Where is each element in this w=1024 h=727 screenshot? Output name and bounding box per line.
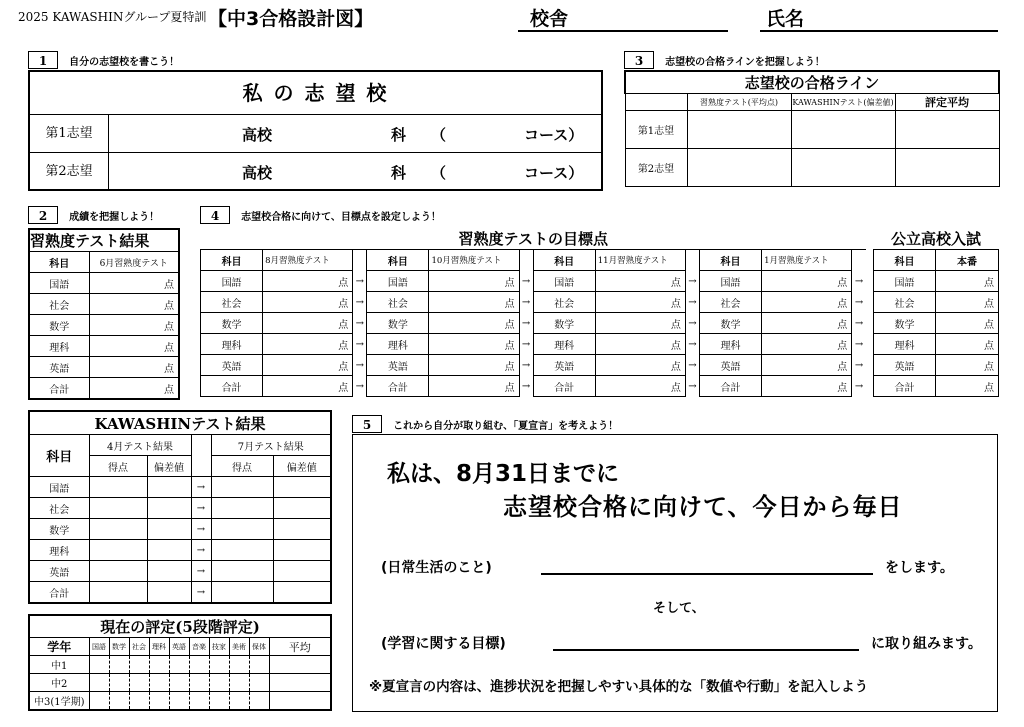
hyotei-cell[interactable]: [109, 656, 129, 674]
col-test: 8月習熟度テスト: [263, 250, 353, 271]
score-cell[interactable]: [89, 519, 147, 540]
table-row: [29, 273, 179, 294]
subject-cell: 国語: [29, 273, 89, 294]
dev-cell[interactable]: [273, 477, 331, 498]
hyotei-subject-header: 美術: [229, 638, 249, 656]
subject-cell: 合計: [874, 376, 936, 397]
score-cell[interactable]: [211, 477, 273, 498]
arrow-icon: →: [191, 540, 211, 561]
hyotei-cell[interactable]: [109, 674, 129, 692]
school-field[interactable]: [518, 4, 728, 32]
pass-line-title: 志望校の合格ライン: [625, 71, 999, 94]
section4-heading-text: 志望校合格に向けて、目標点を設定しよう！: [241, 212, 441, 223]
subject-cell: 社会: [874, 292, 936, 313]
hyotei-subject-header: 保体: [249, 638, 269, 656]
avg-cell[interactable]: [269, 656, 331, 674]
score-header: 得点: [89, 456, 147, 477]
score-cell[interactable]: [211, 540, 273, 561]
arrow-icon: →: [355, 380, 364, 392]
avg-cell[interactable]: [269, 674, 331, 692]
section2-number: 2: [28, 206, 58, 224]
subject-cell: 国語: [533, 271, 595, 292]
hyotei-cell[interactable]: [249, 674, 269, 692]
col-grade: 学年: [29, 638, 89, 656]
target-score-cell[interactable]: 点: [429, 271, 519, 292]
hyotei-title: 現在の評定(5段階評定): [29, 615, 331, 638]
subject-cell: 英語: [29, 561, 89, 582]
arrow-icon: →: [355, 338, 364, 350]
course-text: コース）: [524, 126, 584, 144]
dev-cell[interactable]: [147, 561, 191, 582]
table-row: [201, 376, 867, 397]
hyotei-cell[interactable]: [149, 692, 169, 711]
table-row: [29, 498, 331, 519]
hyotei-table: [28, 614, 332, 711]
table-row: [29, 561, 331, 582]
section3-heading-text: 志望校の合格ラインを把握しよう！: [665, 57, 825, 68]
dev-cell[interactable]: [273, 582, 331, 604]
subject-cell: 数学: [874, 313, 936, 334]
hyotei-cell[interactable]: [149, 656, 169, 674]
subject-cell: 英語: [201, 355, 263, 376]
hyotei-cell[interactable]: [169, 692, 189, 711]
score-cell[interactable]: [89, 561, 147, 582]
kawashin-title: KAWASHINテスト結果: [29, 411, 331, 435]
row-label: 第1志望: [625, 111, 687, 149]
section4-number: 4: [200, 206, 230, 224]
ka-text: 科: [391, 126, 407, 144]
target-score-cell[interactable]: 点: [429, 355, 519, 376]
section1-heading: [28, 50, 179, 69]
proficiency-result-title: 習熟度テスト結果: [29, 229, 179, 252]
subject-cell: 理科: [201, 334, 263, 355]
row-label: 第2志望: [30, 153, 109, 190]
exam-score-cell[interactable]: 点: [936, 334, 999, 355]
row-label: 第2志望: [625, 149, 687, 187]
target-score-cell[interactable]: 点: [762, 292, 852, 313]
declaration-box: [352, 434, 998, 712]
arrow-icon: →: [688, 359, 697, 371]
subject-cell: 数学: [29, 519, 89, 540]
pass-line-table: [624, 70, 1000, 187]
arrow-icon: →: [191, 519, 211, 540]
exam-score-cell[interactable]: 点: [936, 313, 999, 334]
subject-cell: 英語: [29, 357, 89, 378]
table-row: [29, 692, 331, 711]
score-cell[interactable]: 点: [89, 273, 179, 294]
daily-suffix: をします。: [885, 560, 954, 576]
arrow-icon: →: [854, 317, 864, 329]
subject-cell: 社会: [699, 292, 761, 313]
test1-header: 4月テスト結果: [89, 435, 191, 456]
arrow-icon: →: [688, 338, 697, 350]
pass-cell[interactable]: [791, 111, 895, 149]
hyotei-cell[interactable]: [169, 656, 189, 674]
course-text: コース）: [524, 164, 584, 182]
dev-cell[interactable]: [273, 561, 331, 582]
hyotei-cell[interactable]: [129, 692, 149, 711]
table-row: [29, 378, 179, 400]
subject-cell: 合計: [699, 376, 761, 397]
hyotei-cell[interactable]: [229, 674, 249, 692]
pass-cell[interactable]: [895, 111, 999, 149]
subject-cell: 社会: [29, 498, 89, 519]
hyotei-cell[interactable]: [89, 692, 109, 711]
hyotei-cell[interactable]: [89, 674, 109, 692]
target-score-cell[interactable]: 点: [595, 271, 685, 292]
table-row: [874, 271, 999, 292]
arrow-icon: →: [521, 296, 531, 308]
kawashin-test-table: [28, 410, 332, 604]
score-cell[interactable]: 点: [89, 378, 179, 400]
declaration-line2: 志望校合格に向けて、今日から毎日: [503, 493, 903, 521]
section5-number: 5: [352, 415, 382, 433]
arrow-icon: →: [521, 359, 531, 371]
subject-cell: 数学: [29, 315, 89, 336]
target-score-cell[interactable]: 点: [595, 376, 685, 397]
hyotei-cell[interactable]: [249, 692, 269, 711]
target-score-cell[interactable]: 点: [762, 313, 852, 334]
subject-cell: 英語: [367, 355, 429, 376]
table-row: [29, 315, 179, 336]
subject-cell: 社会: [367, 292, 429, 313]
score-cell[interactable]: 点: [89, 357, 179, 378]
dev-cell[interactable]: [147, 540, 191, 561]
subject-cell: 国語: [201, 271, 263, 292]
dev-cell[interactable]: [147, 477, 191, 498]
pass-line-col-header: 評定平均: [895, 94, 999, 111]
ka-text: 科: [391, 164, 407, 182]
hyotei-cell[interactable]: [129, 674, 149, 692]
target-score-cell[interactable]: 点: [762, 334, 852, 355]
table-row: [29, 336, 179, 357]
hyotei-subject-header: 理科: [149, 638, 169, 656]
table-row: [201, 292, 867, 313]
subject-cell: 合計: [29, 582, 89, 604]
desired-school-row: [30, 115, 601, 153]
proficiency-result-table: [28, 228, 180, 400]
table-row: [874, 376, 999, 397]
study-label: (学習に関する目標): [381, 636, 506, 652]
subject-cell: 社会: [533, 292, 595, 313]
subject-cell: 数学: [699, 313, 761, 334]
paren-open: （: [431, 164, 447, 182]
paren-open: （: [431, 126, 447, 144]
dev-cell[interactable]: [273, 498, 331, 519]
section3-number: 3: [624, 51, 654, 69]
dev-header: 偏差値: [147, 456, 191, 477]
subject-cell: 合計: [29, 378, 89, 400]
target-score-cell[interactable]: 点: [762, 271, 852, 292]
score-cell[interactable]: [211, 498, 273, 519]
arrow-icon: →: [688, 380, 697, 392]
arrow-icon: →: [355, 359, 364, 371]
desired-school-table: [28, 70, 603, 191]
declaration-line1: 私は、8月31日までに: [387, 461, 620, 487]
dev-cell[interactable]: [273, 519, 331, 540]
subject-cell: 合計: [533, 376, 595, 397]
score-cell[interactable]: [89, 540, 147, 561]
arrow-icon: →: [854, 380, 864, 392]
hyotei-subject-header: 数学: [109, 638, 129, 656]
arrow-icon: →: [854, 275, 864, 287]
score-cell[interactable]: [211, 561, 273, 582]
target-score-cell[interactable]: 点: [263, 355, 353, 376]
col-subject: 科目: [367, 250, 429, 271]
dev-header: 偏差値: [273, 456, 331, 477]
score-cell[interactable]: [211, 519, 273, 540]
subject-cell: 数学: [533, 313, 595, 334]
subject-cell: 理科: [533, 334, 595, 355]
daily-label: (日常生活のこと): [381, 560, 492, 576]
hyotei-subject-header: 国語: [89, 638, 109, 656]
target-score-cell[interactable]: 点: [429, 292, 519, 313]
arrow-icon: →: [355, 296, 364, 308]
public-exam-table: [873, 228, 999, 397]
page-title: 【中3合格設計図】: [208, 8, 374, 30]
target-score-cell[interactable]: 点: [429, 313, 519, 334]
subject-cell: 理科: [367, 334, 429, 355]
arrow-icon: →: [355, 317, 364, 329]
target-score-cell[interactable]: 点: [595, 355, 685, 376]
arrow-icon: →: [191, 477, 211, 498]
subject-cell: 理科: [29, 336, 89, 357]
exam-score-cell[interactable]: 点: [936, 355, 999, 376]
table-row: [29, 357, 179, 378]
study-input-line[interactable]: [553, 649, 859, 651]
table-row: [201, 355, 867, 376]
score-header: 得点: [211, 456, 273, 477]
arrow-icon: →: [191, 498, 211, 519]
arrow-icon: →: [191, 561, 211, 582]
public-exam-title: 公立高校入試: [874, 228, 999, 250]
koukou-text: 高校: [242, 164, 273, 182]
section2-heading: [28, 205, 159, 224]
subject-cell: 英語: [874, 355, 936, 376]
target-score-cell[interactable]: 点: [762, 376, 852, 397]
col-subject: 科目: [29, 435, 89, 477]
table-row: [201, 271, 867, 292]
dev-cell[interactable]: [147, 519, 191, 540]
table-row: [874, 313, 999, 334]
score-cell[interactable]: [89, 477, 147, 498]
hyotei-subject-header: 社会: [129, 638, 149, 656]
subject-cell: 国語: [699, 271, 761, 292]
target-score-table: [200, 228, 866, 397]
subject-cell: 国語: [29, 477, 89, 498]
arrow-icon: →: [521, 338, 531, 350]
desired-school-row: [30, 153, 601, 190]
subject-cell: 理科: [29, 540, 89, 561]
arrow-icon: →: [521, 380, 531, 392]
table-row: [29, 540, 331, 561]
avg-cell[interactable]: [269, 692, 331, 711]
school-label: 校舎: [530, 8, 569, 30]
score-cell[interactable]: 点: [89, 315, 179, 336]
dev-cell[interactable]: [147, 498, 191, 519]
col-test: 11月習熟度テスト: [595, 250, 685, 271]
grade-cell: 中1: [29, 656, 89, 674]
score-cell[interactable]: [211, 582, 273, 604]
section5-heading: [352, 414, 618, 433]
program-title: 2025 KAWASHINグループ夏特訓: [18, 10, 207, 24]
hyotei-cell[interactable]: [109, 692, 129, 711]
target-score-cell[interactable]: 点: [595, 334, 685, 355]
hyotei-cell[interactable]: [209, 674, 229, 692]
subject-cell: 社会: [201, 292, 263, 313]
hyotei-cell[interactable]: [169, 674, 189, 692]
table-row: [201, 313, 867, 334]
dev-cell[interactable]: [147, 582, 191, 604]
subject-cell: 合計: [201, 376, 263, 397]
exam-score-cell[interactable]: 点: [936, 292, 999, 313]
hyotei-cell[interactable]: [229, 692, 249, 711]
arrow-icon: →: [688, 296, 697, 308]
dev-cell[interactable]: [273, 540, 331, 561]
hyotei-subject-header: 技家: [209, 638, 229, 656]
score-cell[interactable]: 点: [89, 336, 179, 357]
col-subject: 科目: [533, 250, 595, 271]
subject-cell: 数学: [201, 313, 263, 334]
pass-line-col-header: KAWASHINテスト(偏差値): [791, 94, 895, 111]
section1-number: 1: [28, 51, 58, 69]
table-row: [29, 477, 331, 498]
target-score-cell[interactable]: 点: [429, 334, 519, 355]
pass-cell[interactable]: [791, 149, 895, 187]
target-score-title: 習熟度テストの目標点: [201, 228, 867, 250]
hyotei-cell[interactable]: [149, 674, 169, 692]
target-score-cell[interactable]: 点: [263, 271, 353, 292]
subject-cell: 合計: [367, 376, 429, 397]
target-score-cell[interactable]: 点: [263, 376, 353, 397]
test2-header: 7月テスト結果: [211, 435, 331, 456]
subject-cell: 英語: [533, 355, 595, 376]
arrow-icon: →: [854, 296, 864, 308]
study-suffix: に取り組みます。: [871, 636, 982, 652]
hyotei-cell[interactable]: [89, 656, 109, 674]
row-label: 第1志望: [30, 115, 109, 152]
hyotei-subject-header: 音楽: [189, 638, 209, 656]
hyotei-cell[interactable]: [189, 674, 209, 692]
score-cell[interactable]: [89, 498, 147, 519]
table-row: [874, 355, 999, 376]
subject-cell: 国語: [874, 271, 936, 292]
subject-cell: 社会: [29, 294, 89, 315]
hyotei-cell[interactable]: [129, 656, 149, 674]
section3-heading: [624, 50, 825, 69]
soshite-text: そして、: [653, 601, 705, 616]
hyotei-cell[interactable]: [229, 656, 249, 674]
koukou-text: 高校: [242, 126, 273, 144]
pass-cell[interactable]: [687, 149, 791, 187]
section1-heading-text: 自分の志望校を書こう！: [69, 57, 180, 68]
section4-heading: [200, 205, 441, 224]
table-row: [874, 334, 999, 355]
grade-cell: 中2: [29, 674, 89, 692]
score-cell[interactable]: [89, 582, 147, 604]
subject-cell: 理科: [699, 334, 761, 355]
name-label: 氏名: [766, 8, 805, 30]
arrow-icon: →: [854, 359, 864, 371]
arrow-icon: →: [521, 317, 531, 329]
pass-line-col-header: 習熟度テスト(平均点): [687, 94, 791, 111]
target-score-cell[interactable]: 点: [595, 292, 685, 313]
hyotei-cell[interactable]: [209, 692, 229, 711]
subject-cell: 理科: [874, 334, 936, 355]
table-row: [29, 519, 331, 540]
col-subject: 科目: [29, 252, 89, 273]
blank-cell: [625, 94, 687, 111]
arrow-icon: →: [355, 275, 364, 287]
grade-cell: 中3(1学期): [29, 692, 89, 711]
col-subject: 科目: [699, 250, 761, 271]
hyotei-cell[interactable]: [189, 692, 209, 711]
target-score-cell[interactable]: 点: [762, 355, 852, 376]
hyotei-cell[interactable]: [209, 656, 229, 674]
col-honban: 本番: [936, 250, 999, 271]
arrow-icon: →: [521, 275, 531, 287]
table-row: [29, 674, 331, 692]
arrow-icon: →: [854, 338, 864, 350]
col-subject: 科目: [201, 250, 263, 271]
arrow-icon: →: [688, 317, 697, 329]
daily-input-line[interactable]: [541, 573, 873, 575]
subject-cell: 英語: [699, 355, 761, 376]
pass-cell[interactable]: [895, 149, 999, 187]
desired-school-title: 私 の 志 望 校: [30, 72, 601, 115]
exam-score-cell[interactable]: 点: [936, 376, 999, 397]
pass-cell[interactable]: [687, 111, 791, 149]
col-test: 6月習熟度テスト: [89, 252, 179, 273]
target-score-cell[interactable]: 点: [429, 376, 519, 397]
target-score-cell[interactable]: 点: [263, 292, 353, 313]
subject-cell: 数学: [367, 313, 429, 334]
col-test: 1月習熟度テスト: [762, 250, 852, 271]
table-row: [29, 582, 331, 604]
hyotei-subject-header: 英語: [169, 638, 189, 656]
section5-heading-text: これから自分が取り組む、「夏宣言」を考えよう！: [393, 421, 619, 432]
school-entry-field[interactable]: [109, 115, 601, 152]
score-cell[interactable]: 点: [89, 294, 179, 315]
table-row: [29, 656, 331, 674]
col-avg: 平均: [269, 638, 331, 656]
hyotei-cell[interactable]: [189, 656, 209, 674]
hyotei-cell[interactable]: [249, 656, 269, 674]
table-row: [874, 292, 999, 313]
col-subject: 科目: [874, 250, 936, 271]
target-score-cell[interactable]: 点: [263, 334, 353, 355]
section2-heading-text: 成績を把握しよう！: [69, 212, 160, 223]
declaration-note: ※夏宣言の内容は、進捗状況を把握しやすい具体的な「数値や行動」を記入しよう: [369, 679, 869, 695]
school-entry-field[interactable]: [109, 153, 601, 190]
table-row: [29, 294, 179, 315]
col-test: 10月習熟度テスト: [429, 250, 519, 271]
exam-score-cell[interactable]: 点: [936, 271, 999, 292]
name-field[interactable]: [760, 4, 998, 32]
target-score-cell[interactable]: 点: [595, 313, 685, 334]
target-score-cell[interactable]: 点: [263, 313, 353, 334]
table-row: [201, 334, 867, 355]
arrow-icon: →: [191, 582, 211, 604]
arrow-icon: →: [688, 275, 697, 287]
subject-cell: 国語: [367, 271, 429, 292]
